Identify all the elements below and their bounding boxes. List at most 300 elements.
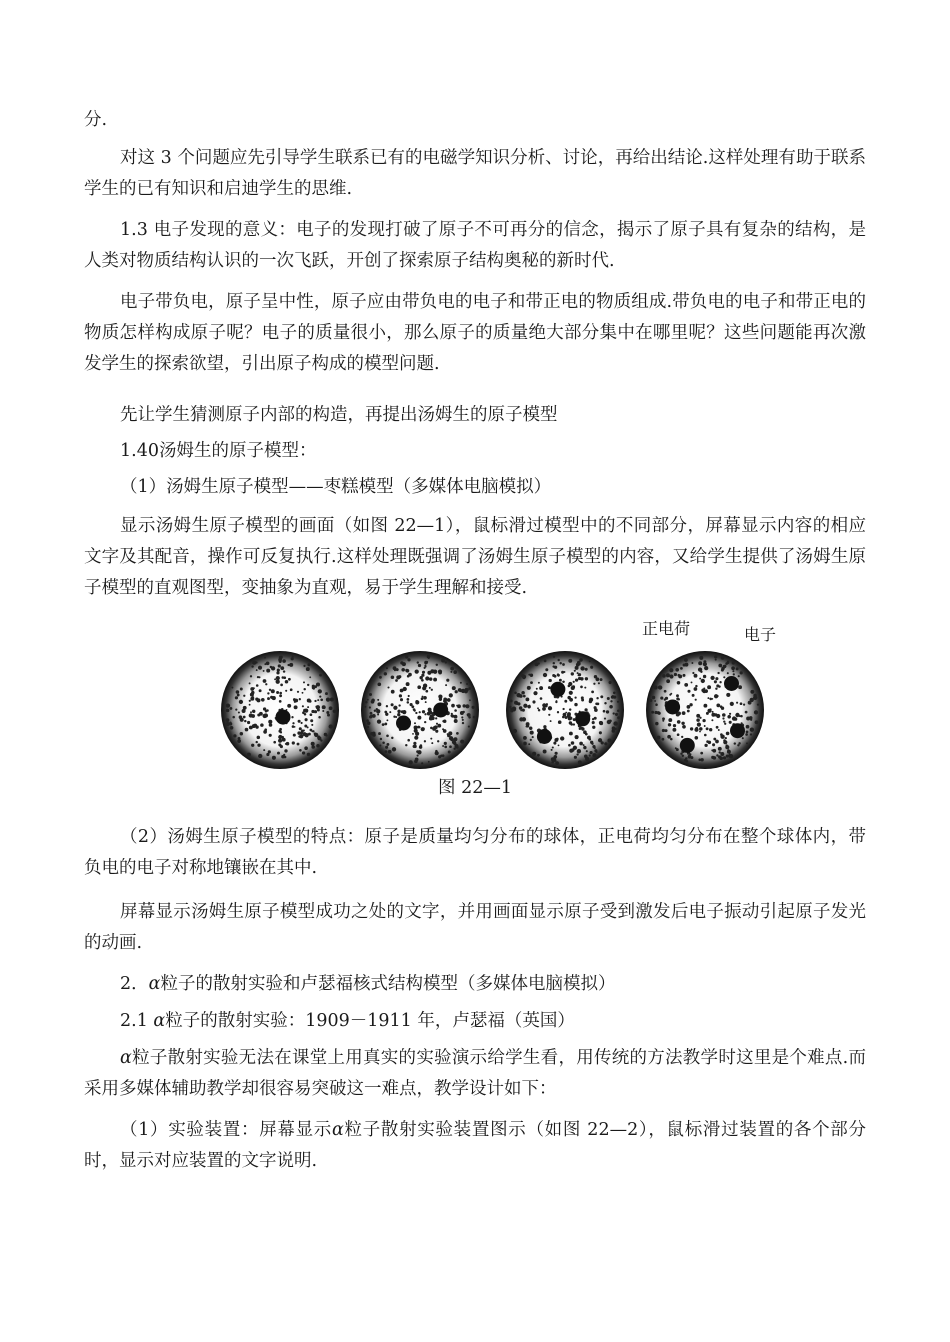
charge-speckle [655, 703, 658, 706]
charge-speckle [722, 713, 726, 717]
charge-speckle [302, 751, 305, 754]
charge-speckle [607, 738, 611, 742]
charge-speckle [702, 689, 706, 693]
charge-speckle [247, 753, 251, 757]
charge-speckle [528, 743, 530, 745]
charge-speckle [567, 714, 571, 718]
charge-speckle [386, 734, 389, 737]
charge-speckle [414, 722, 416, 724]
charge-speckle [468, 726, 470, 728]
charge-speckle [720, 735, 724, 739]
charge-speckle [670, 738, 673, 741]
charge-speckle [314, 710, 317, 713]
charge-speckle [704, 734, 707, 737]
charge-speckle [406, 682, 410, 686]
charge-speckle [422, 671, 425, 674]
charge-speckle [675, 747, 677, 749]
charge-speckle [369, 693, 372, 696]
charge-speckle [316, 682, 320, 686]
charge-speckle [392, 747, 396, 751]
charge-speckle [250, 675, 252, 677]
charge-speckle [414, 736, 418, 740]
charge-speckle [263, 707, 266, 710]
charge-speckle [609, 705, 613, 709]
charge-speckle [589, 751, 592, 754]
charge-speckle [297, 743, 300, 746]
charge-speckle [537, 754, 540, 757]
charge-speckle [551, 757, 555, 761]
charge-speckle [230, 726, 234, 730]
charge-speckle [433, 678, 437, 682]
charge-speckle [421, 727, 425, 731]
charge-speckle [367, 726, 369, 728]
charge-speckle [746, 731, 749, 734]
charge-speckle [595, 751, 597, 753]
charge-speckle [530, 731, 534, 735]
charge-speckle [277, 669, 280, 672]
charge-speckle [451, 715, 454, 718]
charge-speckle [424, 667, 426, 669]
charge-speckle [675, 668, 679, 672]
charge-speckle [253, 687, 255, 689]
charge-speckle [291, 716, 293, 718]
charge-speckle [333, 710, 336, 713]
charge-speckle [579, 728, 582, 731]
charge-speckle [574, 670, 576, 672]
charge-speckle [548, 706, 552, 710]
charge-speckle [554, 666, 557, 669]
charge-speckle [542, 703, 546, 707]
charge-speckle [552, 674, 555, 677]
charge-speckle [258, 666, 262, 670]
atom-model-4[interactable] [646, 651, 764, 769]
charge-speckle [453, 670, 457, 674]
charge-speckle [521, 691, 525, 695]
charge-speckle [695, 699, 697, 701]
charge-speckle [374, 710, 376, 712]
charge-speckle [569, 691, 573, 695]
charge-speckle [247, 721, 250, 724]
charge-speckle [418, 664, 421, 667]
charge-speckle [369, 706, 371, 708]
charge-speckle [543, 725, 546, 728]
charge-speckle [706, 740, 709, 743]
charge-speckle [654, 711, 657, 714]
charge-speckle [282, 676, 285, 679]
charge-speckle [569, 732, 573, 736]
charge-speckle [472, 706, 475, 709]
charge-speckle [407, 701, 410, 704]
charge-speckle [435, 750, 437, 752]
charge-speckle [441, 659, 445, 663]
charge-speckle [377, 713, 379, 715]
charge-speckle [713, 756, 717, 760]
charge-speckle [239, 700, 243, 704]
electron [396, 716, 411, 731]
charge-speckle [555, 761, 559, 765]
charge-speckle [307, 698, 311, 702]
charge-speckle [707, 709, 711, 713]
charge-speckle [724, 757, 726, 759]
charge-speckle [229, 722, 231, 724]
charge-speckle [703, 675, 706, 678]
charge-speckle [454, 709, 457, 712]
charge-speckle [589, 700, 591, 702]
charge-speckle [529, 726, 532, 729]
charge-speckle [226, 718, 230, 722]
charge-speckle [448, 751, 451, 754]
charge-speckle [386, 719, 388, 721]
thomson-model-illustration [200, 612, 800, 772]
charge-speckle [519, 694, 523, 698]
charge-speckle [519, 706, 523, 710]
charge-speckle [312, 685, 315, 688]
charge-speckle [460, 740, 464, 744]
charge-speckle [682, 725, 686, 729]
charge-speckle [473, 716, 476, 719]
charge-speckle [437, 724, 441, 728]
charge-speckle [276, 671, 279, 674]
charge-speckle [555, 701, 557, 703]
charge-speckle [542, 707, 546, 711]
charge-speckle [558, 720, 562, 724]
charge-speckle [320, 739, 322, 741]
charge-speckle [318, 689, 322, 693]
charge-speckle [583, 744, 585, 746]
charge-speckle [523, 695, 526, 698]
charge-speckle [377, 719, 381, 723]
charge-speckle [729, 721, 732, 724]
charge-speckle [532, 700, 535, 703]
charge-speckle [721, 707, 724, 710]
charge-speckle [407, 739, 410, 742]
charge-speckle [330, 699, 332, 701]
charge-speckle [256, 684, 259, 687]
charge-speckle [577, 672, 579, 674]
charge-speckle [424, 721, 426, 723]
charge-speckle [730, 702, 734, 706]
charge-speckle [395, 679, 398, 682]
charge-speckle [667, 735, 671, 739]
charge-speckle [240, 688, 243, 691]
charge-speckle [604, 702, 606, 704]
charge-speckle [431, 716, 435, 720]
charge-speckle [687, 690, 690, 693]
charge-speckle [320, 698, 323, 701]
p12-text: 粒子的散射实验：1909－1911 年，卢瑟福（英国） [165, 1011, 575, 1031]
charge-speckle [654, 685, 658, 689]
charge-speckle [465, 704, 469, 708]
charge-speckle [567, 696, 571, 700]
charge-speckle [281, 755, 284, 758]
charge-speckle [532, 752, 536, 756]
charge-speckle [316, 705, 320, 709]
charge-speckle [304, 708, 308, 712]
charge-speckle [573, 723, 575, 725]
charge-speckle [303, 681, 305, 683]
charge-speckle [243, 716, 246, 719]
charge-speckle [454, 715, 458, 719]
charge-speckle [607, 697, 610, 700]
charge-speckle [574, 756, 577, 759]
charge-speckle [716, 726, 719, 729]
charge-speckle [386, 667, 388, 669]
charge-speckle [265, 710, 267, 712]
charge-speckle [580, 677, 582, 679]
charge-speckle [704, 725, 706, 727]
charge-speckle [543, 750, 547, 754]
charge-speckle [401, 668, 405, 672]
charge-speckle [384, 672, 387, 675]
charge-speckle [263, 749, 265, 751]
charge-speckle [681, 722, 684, 725]
charge-speckle [538, 682, 540, 684]
charge-speckle [276, 691, 279, 694]
p14-prefix: （1）实验装置：屏幕显示 [120, 1120, 332, 1140]
p11-text: 粒子的散射实验和卢瑟福核式结构模型（多媒体电脑模拟） [160, 974, 616, 994]
charge-speckle [310, 719, 313, 722]
charge-speckle [468, 687, 471, 690]
charge-speckle [740, 671, 743, 674]
charge-speckle [378, 732, 381, 735]
charge-speckle [370, 712, 373, 715]
charge-speckle [715, 687, 717, 689]
charge-speckle [664, 698, 666, 700]
charge-speckle [370, 715, 373, 718]
charge-speckle [306, 667, 310, 671]
charge-speckle [302, 705, 304, 707]
charge-speckle [279, 692, 282, 695]
charge-speckle [278, 664, 281, 667]
charge-speckle [304, 746, 308, 750]
atom-model-1[interactable] [221, 651, 339, 769]
charge-speckle [252, 710, 255, 713]
charge-speckle [226, 703, 230, 707]
electron [276, 710, 291, 725]
charge-speckle [695, 685, 697, 687]
charge-speckle [732, 670, 734, 672]
charge-speckle [690, 727, 693, 730]
charge-speckle [435, 717, 437, 719]
charge-speckle [684, 658, 688, 662]
charge-speckle [249, 726, 253, 730]
charge-speckle [290, 688, 293, 691]
charge-speckle [613, 692, 616, 695]
charge-speckle [699, 731, 701, 733]
charge-speckle [391, 703, 394, 706]
electron [730, 723, 745, 738]
charge-speckle [463, 711, 465, 713]
charge-speckle [711, 749, 713, 751]
charge-speckle [604, 742, 607, 745]
charge-speckle [450, 671, 452, 673]
charge-speckle [424, 664, 426, 666]
charge-speckle [257, 676, 259, 678]
charge-speckle [226, 722, 230, 726]
charge-speckle [563, 671, 565, 673]
charge-speckle [658, 686, 661, 689]
charge-speckle [249, 682, 251, 684]
charge-speckle [731, 666, 735, 670]
charge-speckle [596, 697, 598, 699]
charge-speckle [599, 731, 602, 734]
charge-speckle [724, 723, 726, 725]
charge-speckle [559, 662, 561, 664]
charge-speckle [575, 678, 578, 681]
charge-speckle [444, 746, 447, 749]
charge-speckle [446, 679, 449, 682]
charge-speckle [292, 656, 294, 658]
charge-speckle [666, 673, 670, 677]
charge-speckle [413, 742, 416, 745]
charge-speckle [427, 712, 431, 716]
charge-speckle [606, 710, 609, 713]
charge-speckle [271, 666, 275, 670]
charge-speckle [558, 744, 560, 746]
charge-speckle [600, 678, 603, 681]
charge-speckle [389, 711, 391, 713]
charge-speckle [272, 756, 276, 760]
charge-speckle [263, 670, 265, 672]
charge-speckle [443, 699, 447, 703]
charge-speckle [385, 750, 388, 753]
charge-speckle [284, 749, 287, 752]
charge-speckle [697, 723, 701, 727]
charge-speckle [684, 683, 688, 687]
charge-speckle [443, 729, 447, 733]
charge-speckle [278, 739, 282, 743]
charge-speckle [738, 675, 740, 677]
charge-speckle [699, 717, 701, 719]
charge-speckle [715, 659, 717, 661]
charge-speckle [536, 688, 538, 690]
charge-speckle [425, 701, 427, 703]
charge-speckle [550, 720, 552, 722]
charge-speckle [417, 661, 419, 663]
charge-speckle [388, 750, 392, 754]
charge-speckle [749, 716, 752, 719]
charge-speckle [260, 723, 264, 727]
charge-speckle [235, 696, 238, 699]
charge-speckle [575, 735, 579, 739]
charge-speckle [257, 736, 261, 740]
charge-speckle [403, 687, 407, 691]
charge-speckle [372, 732, 374, 734]
charge-speckle [615, 723, 618, 726]
p11-prefix: 2． [120, 974, 149, 994]
label-positive-charge: 正电荷 [642, 619, 691, 638]
charge-speckle [424, 740, 426, 742]
charge-speckle [664, 729, 667, 732]
charge-speckle [696, 718, 700, 722]
charge-speckle [755, 720, 759, 724]
charge-speckle [456, 732, 459, 735]
charge-speckle [528, 705, 530, 707]
atom-model-3[interactable] [506, 651, 624, 769]
charge-speckle [684, 663, 688, 667]
charge-speckle [238, 737, 241, 740]
charge-speckle [676, 697, 679, 700]
charge-speckle [229, 707, 232, 710]
charge-speckle [251, 665, 253, 667]
charge-speckle [371, 700, 375, 704]
charge-speckle [750, 728, 754, 732]
charge-speckle [249, 704, 251, 706]
charge-speckle [428, 655, 431, 658]
charge-speckle [272, 696, 276, 700]
charge-speckle [292, 725, 295, 728]
charge-speckle [387, 686, 389, 688]
charge-speckle [311, 730, 313, 732]
charge-speckle [581, 699, 584, 702]
charge-speckle [594, 706, 597, 709]
charge-speckle [279, 656, 283, 660]
charge-speckle [668, 723, 671, 726]
charge-speckle [727, 661, 730, 664]
charge-speckle [384, 722, 387, 725]
charge-speckle [280, 684, 283, 687]
charge-speckle [435, 730, 438, 733]
charge-speckle [662, 674, 666, 678]
charge-speckle [562, 663, 565, 666]
charge-speckle [458, 688, 462, 692]
charge-speckle [378, 683, 381, 686]
p11-alpha: α [148, 974, 161, 994]
charge-speckle [569, 749, 573, 753]
charge-speckle [233, 734, 236, 737]
charge-speckle [590, 666, 593, 669]
charge-speckle [732, 716, 736, 720]
charge-speckle [292, 722, 294, 724]
charge-speckle [699, 656, 703, 660]
charge-speckle [385, 746, 388, 749]
charge-speckle [447, 698, 451, 702]
charge-speckle [580, 666, 584, 670]
charge-speckle [548, 686, 551, 689]
charge-speckle [578, 673, 581, 676]
charge-speckle [718, 747, 722, 751]
charge-speckle [451, 704, 455, 708]
charge-speckle [423, 696, 427, 700]
charge-speckle [461, 716, 463, 718]
charge-speckle [257, 698, 261, 702]
charge-speckle [586, 750, 588, 752]
charge-speckle [263, 679, 267, 683]
charge-speckle [400, 698, 403, 701]
charge-speckle [591, 691, 594, 694]
paragraph-6: 1.40汤姆生的原子模型： [120, 441, 317, 461]
charge-speckle [244, 720, 246, 722]
charge-speckle [720, 752, 724, 756]
charge-speckle [553, 742, 556, 745]
charge-speckle [462, 722, 464, 724]
charge-speckle [236, 690, 240, 694]
charge-speckle [278, 743, 281, 746]
charge-speckle [412, 733, 414, 735]
charge-speckle [568, 659, 572, 663]
charge-speckle [391, 690, 395, 694]
charge-speckle [255, 661, 257, 663]
atom-model-2[interactable] [361, 651, 479, 769]
charge-speckle [609, 681, 612, 684]
charge-speckle [754, 710, 758, 714]
charge-speckle [526, 722, 530, 726]
charge-speckle [555, 752, 558, 755]
paragraph-3: 1.3 电子发现的意义：电子的发现打破了原子不可再分的信念，揭示了原子具有复杂的结构，是人类对物质结构认识的一次飞跃，开创了探索原子结构奥秘的新时代. [84, 220, 866, 271]
charge-speckle [415, 669, 419, 673]
charge-speckle [714, 694, 718, 698]
charge-speckle [397, 713, 400, 716]
